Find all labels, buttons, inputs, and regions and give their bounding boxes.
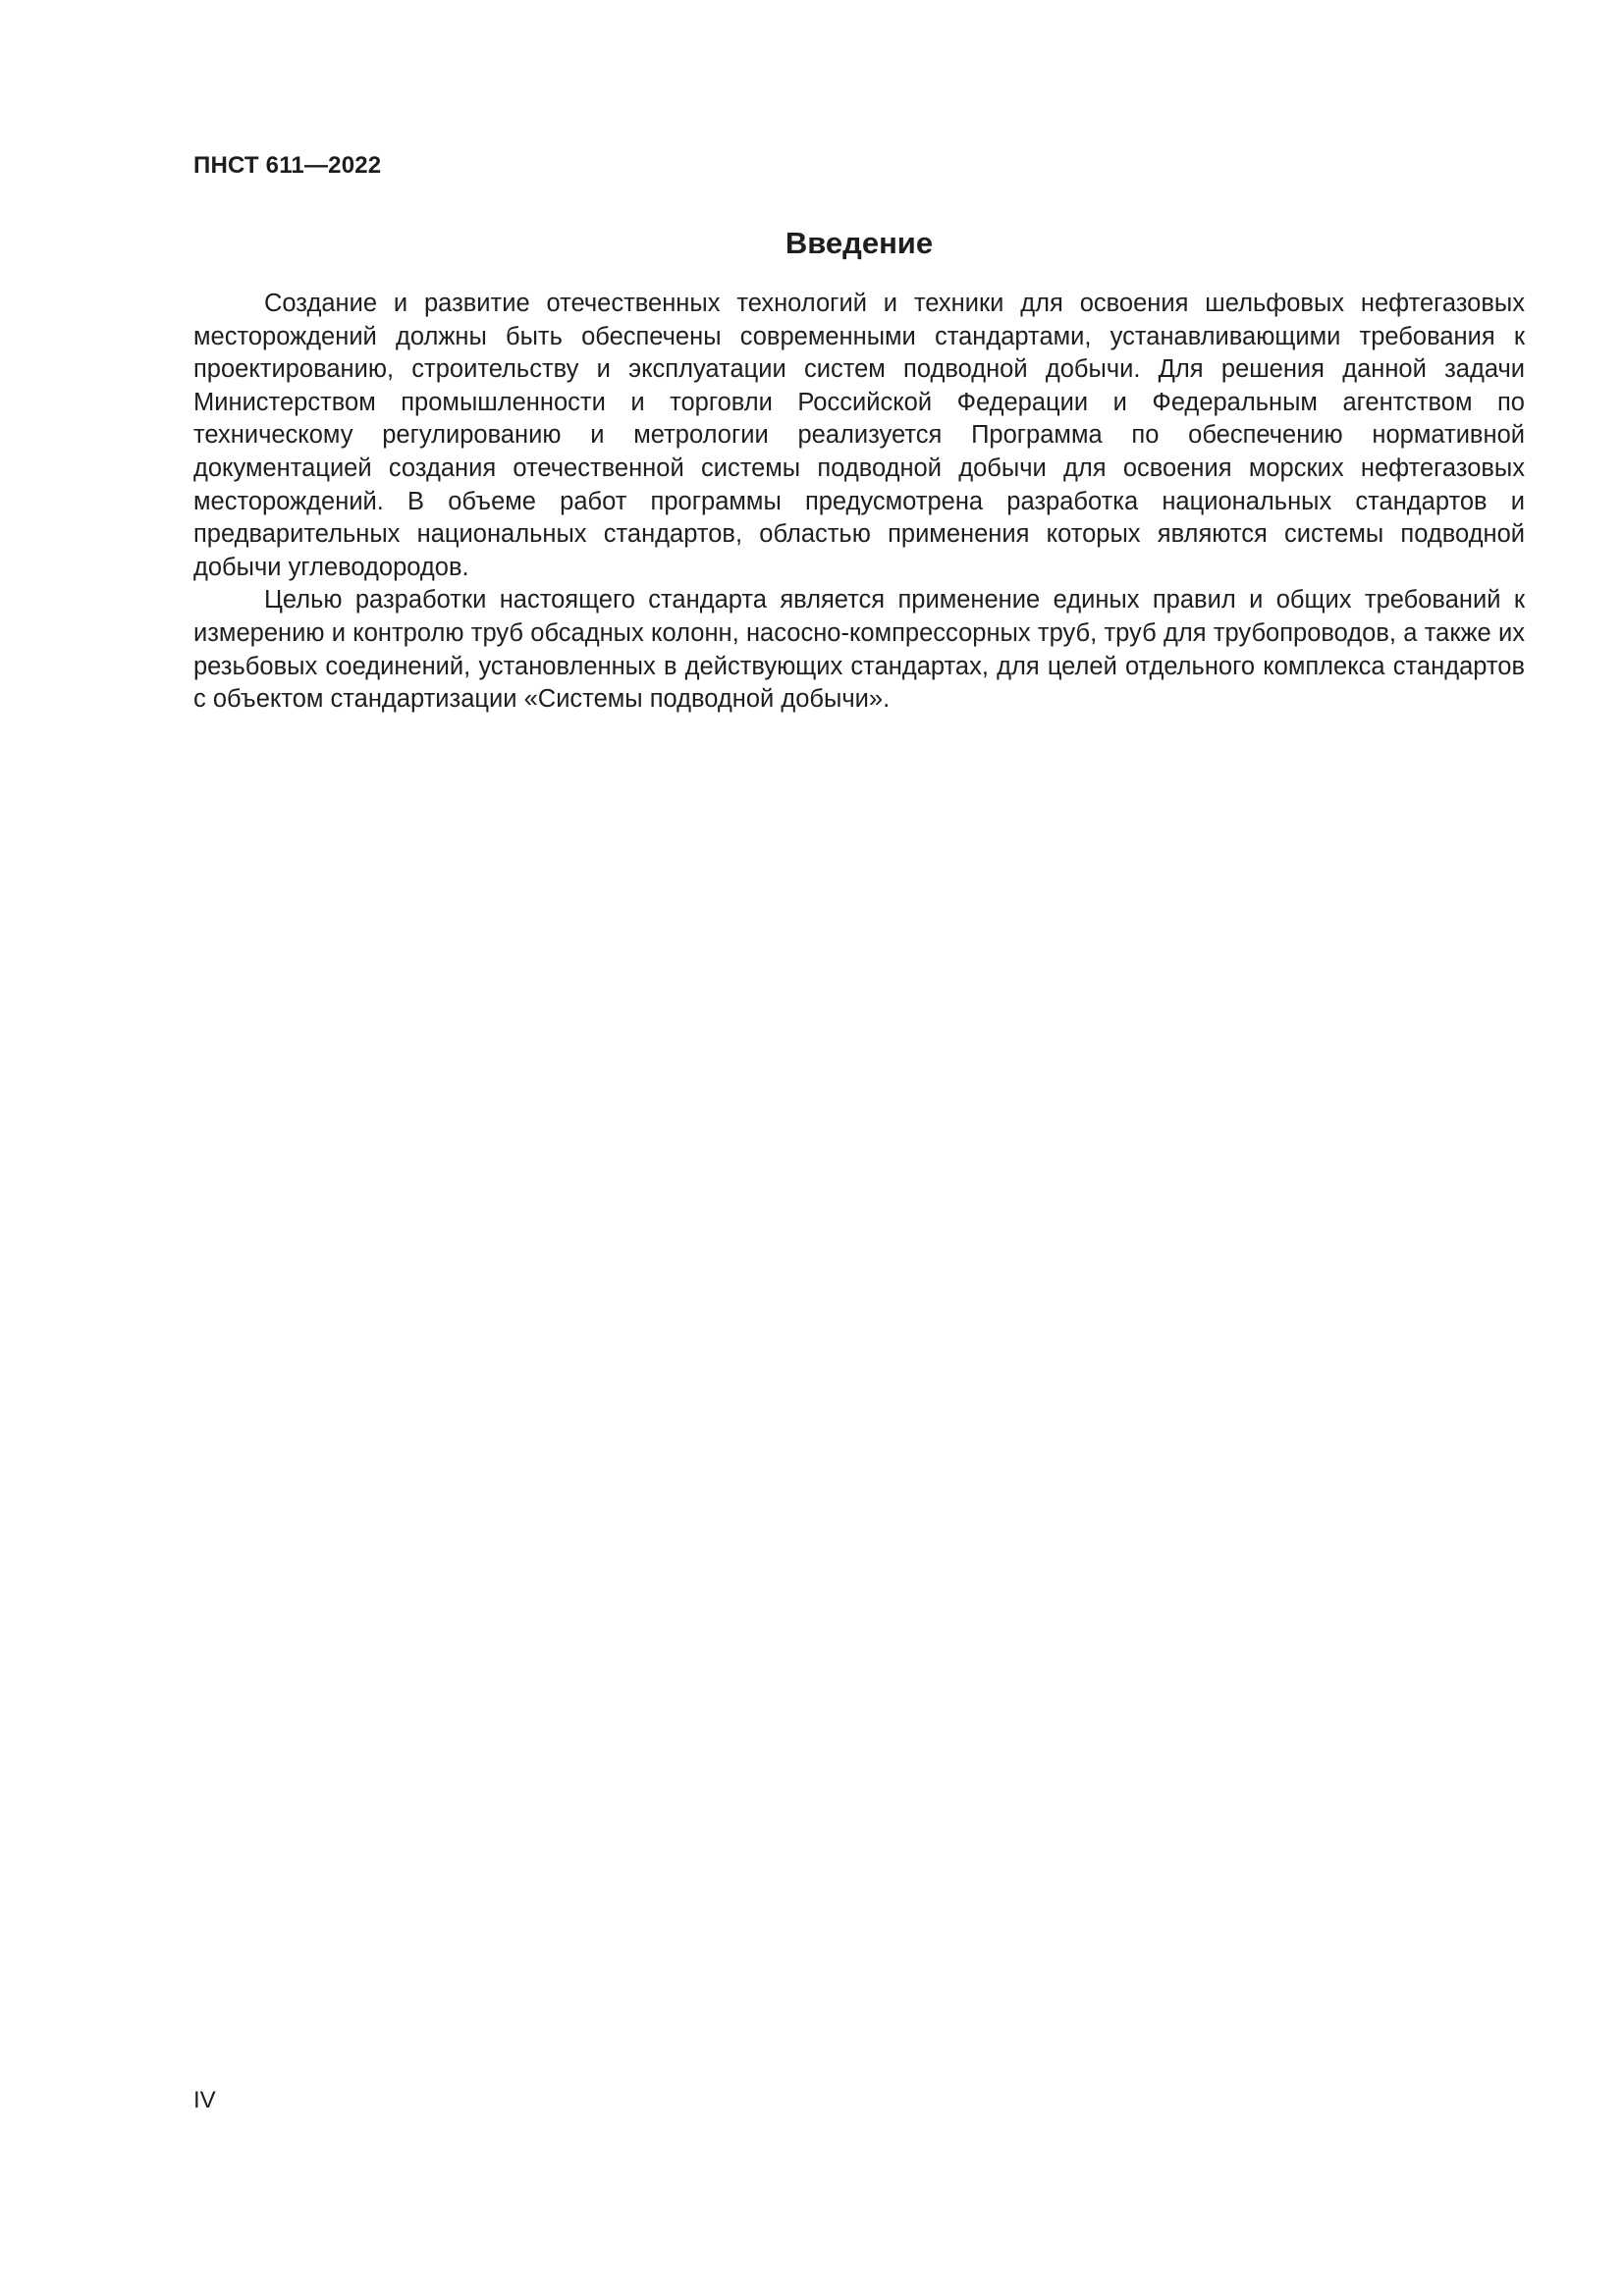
page-number: IV — [193, 2087, 216, 2113]
section-title: Введение — [785, 226, 934, 260]
introduction-body — [193, 288, 1525, 717]
paragraph: Целью разработки настоящего стандарта является применение единых правил и общих требований к измерению и контролю труб обсадных колонн, насосно-компрессорных труб, труб для трубопроводов, а также их резьбовых соединений, установленных в действующих стандартах, для целей отдельного комплекса стандартов с объектом стандартизации «Системы подводной добычи». — [193, 586, 1525, 714]
paragraph: Создание и развитие отечественных технологий и техники для освоения шельфовых нефтегазовых месторождений должны быть обеспечены современными стандартами, устанавливающими требования к проектированию, строительству и эксплуатации систем подводной добычи. Для решения данной задачи Министерством промышленности и торговли Российской Федерации и Федеральным агентством по техническому регулированию и метрологии реализуется Программа по обеспечению нормативной документацией создания отечественной системы подводной добычи для освоения морских нефтегазовых месторождений. В объеме работ программы предусмотрена разработка национальных стандартов и предварительных национальных стандартов, областью применения которых являются системы подводной добычи углеводородов. — [193, 290, 1525, 581]
document-code: ПНСТ 611—2022 — [193, 152, 382, 179]
